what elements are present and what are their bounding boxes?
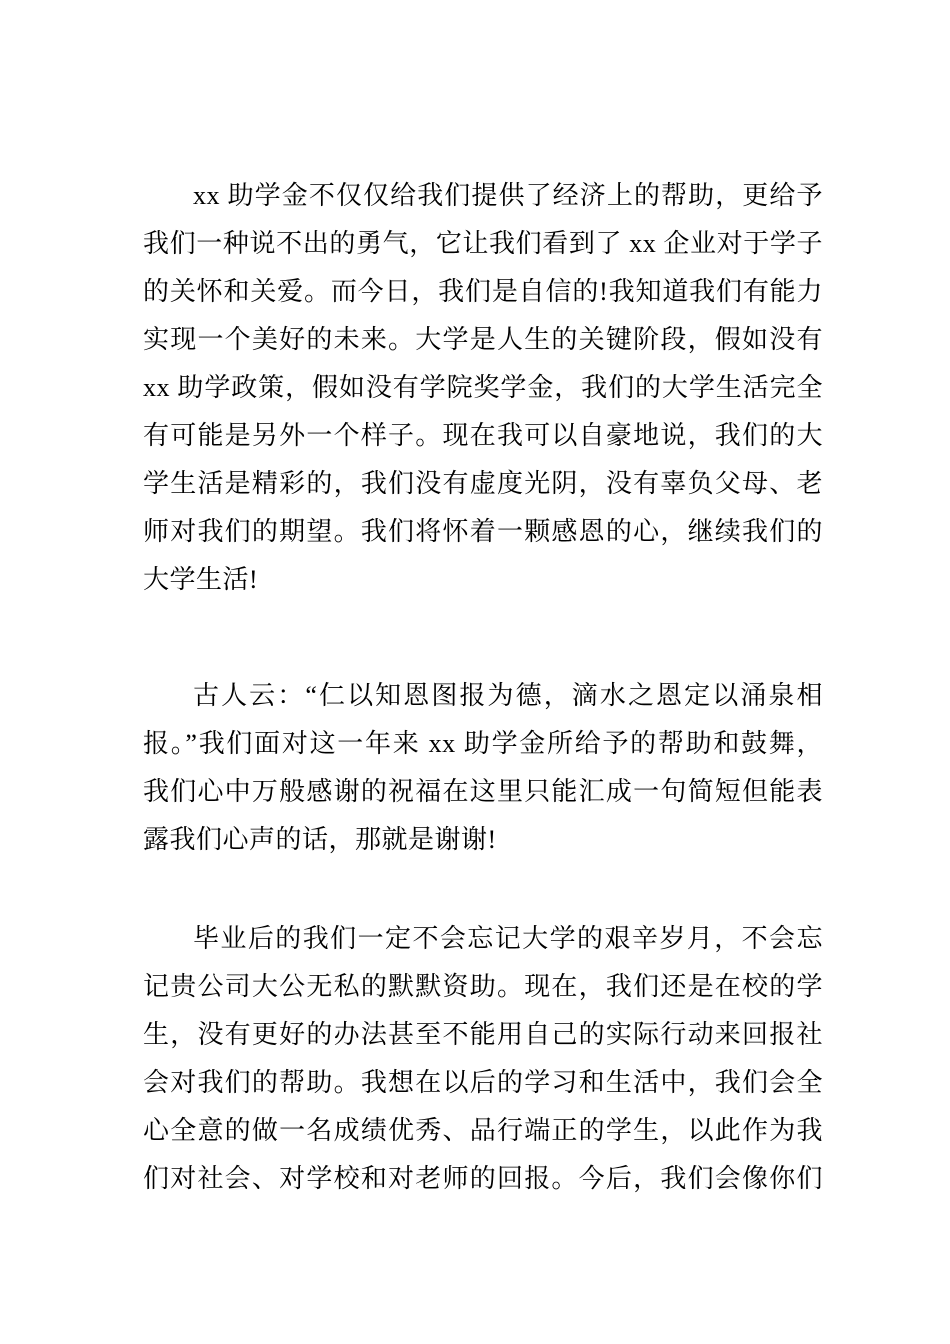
paragraph-3 (143, 915, 823, 1203)
text-line: 实现一个美好的未来。大学是人生的关键阶段，假如没有 (143, 325, 823, 354)
text-line: 会对我们的帮助。我想在以后的学习和生活中，我们会全 (143, 1068, 823, 1097)
text-line: xx 助学金不仅仅给我们提供了经济上的帮助，更给予 (193, 181, 823, 210)
paragraph-1 (143, 172, 823, 604)
text-line: 师对我们的期望。我们将怀着一颗感恩的心，继续我们的 (143, 517, 823, 546)
text-line: 古人云：“仁以知恩图报为德，滴水之恩定以涌泉相 (193, 681, 823, 710)
document-body-text (143, 172, 823, 1203)
text-line: 有可能是另外一个样子。现在我可以自豪地说，我们的大 (143, 421, 823, 450)
text-line: 露我们心声的话，那就是谢谢! (143, 825, 497, 854)
text-line: 心全意的做一名成绩优秀、品行端正的学生，以此作为我 (143, 1116, 823, 1145)
text-line: 生，没有更好的办法甚至不能用自己的实际行动来回报社 (143, 1020, 823, 1049)
text-line: 们对社会、对学校和对老师的回报。今后，我们会像你们 (143, 1164, 823, 1193)
text-line: 的关怀和关爱。而今日，我们是自信的!我知道我们有能力 (143, 277, 823, 306)
text-line: 记贵公司大公无私的默默资助。现在，我们还是在校的学 (143, 972, 823, 1001)
text-line: 我们一种说不出的勇气，它让我们看到了 xx 企业对于学子 (143, 229, 823, 258)
text-line: 大学生活! (143, 565, 259, 594)
text-line: 报。”我们面对这一年来 xx 助学金所给予的帮助和鼓舞， (143, 729, 823, 758)
text-line: xx 助学政策，假如没有学院奖学金，我们的大学生活完全 (143, 373, 823, 402)
text-line: 毕业后的我们一定不会忘记大学的艰辛岁月，不会忘 (193, 924, 823, 953)
paragraph-2 (143, 672, 823, 864)
text-line: 学生活是精彩的，我们没有虚度光阴，没有辜负父母、老 (143, 469, 823, 498)
text-line: 我们心中万般感谢的祝福在这里只能汇成一句简短但能表 (143, 777, 823, 806)
